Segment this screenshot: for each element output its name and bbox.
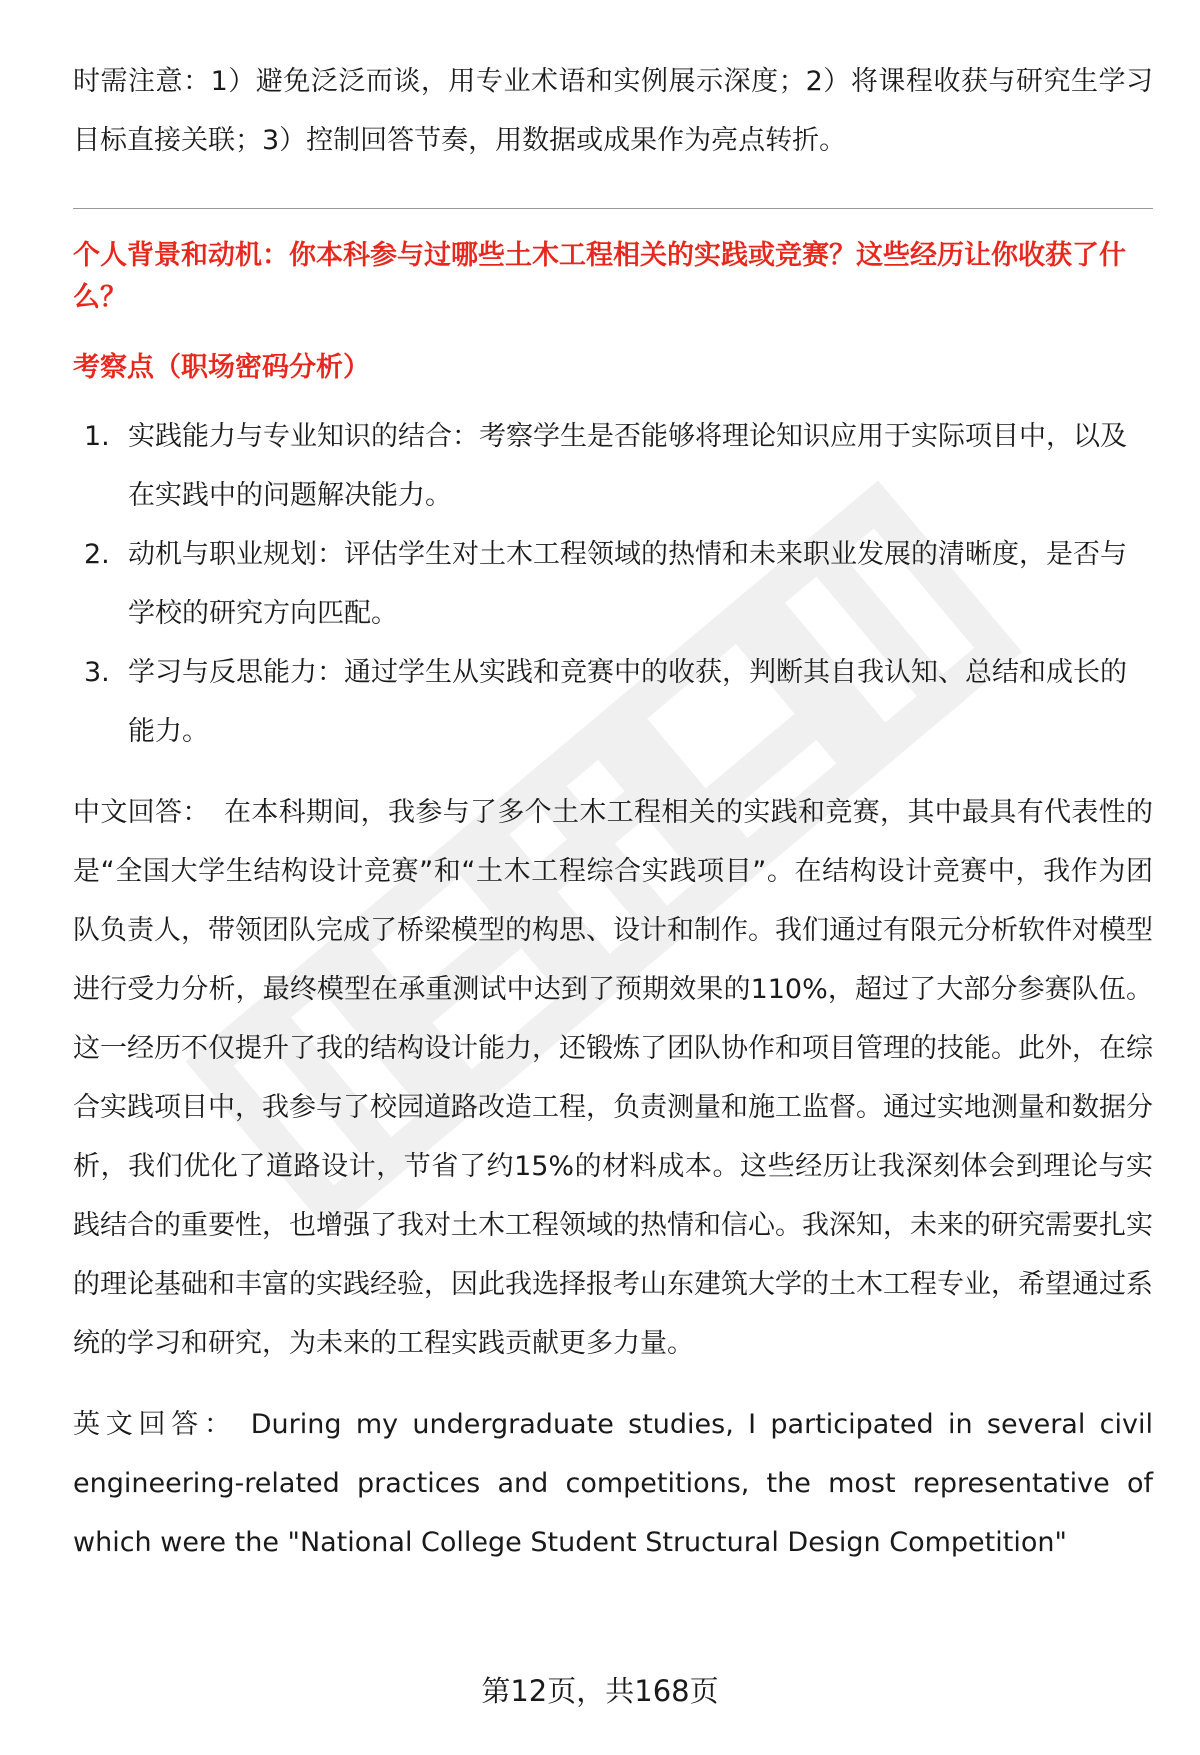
intro-paragraph: 时需注意：1）避免泛泛而谈，用专业术语和实例展示深度；2）将课程收获与研究生学习目标直接关联；3）控制回答节奏，用数据或成果作为亮点转折。 (73, 66, 1153, 156)
english-answer-label: 英文回答： (73, 1409, 237, 1440)
page-footer: 第12页，共168页 (481, 1674, 719, 1708)
list-item-number: 3. (84, 657, 110, 688)
chinese-answer-text: 在本科期间，我参与了多个土木工程相关的实践和竞赛，其中最具有代表性的是“全国大学生结构设计竞赛”和“土木工程综合实践项目”。在结构设计竞赛中，我作为团队负责人，带领团队完成了桥梁模型的构思、设计和制作。我们通过有限元分析软件对模型进行受力分析，最终模型在承重测试中达到了预期效果的110%，超过了大部分参赛队伍。这一经历不仅提升了我的结构设计能力，还锻炼了团队协作和项目管理的技能。此外，在综合实践项目中，我参与了校园道路改造工程，负责测量和施工监督。通过实地测量和数据分析，我们优化了道路设计，节省了约15%的材料成本。这些经历让我深刻体会到理论与实践结合的重要性，也增强了我对土木工程领域的热情和信心。我深知，未来的研究需要扎实的理论基础和丰富的实践经验，因此我选择报考山东建筑大学的土木工程专业，希望通过系统的学习和研究，为未来的工程实践贡献更多力量。 (73, 797, 1154, 1359)
assessment-heading: 考察点（职场密码分析） (73, 352, 370, 383)
english-answer-text: During my undergraduate studies, I participated in several civil engineering-related practices and competitions, the most representative of which were the "National College Student Structural Design Competition" (73, 1409, 1153, 1558)
chinese-answer-label: 中文回答： (73, 797, 210, 828)
list-item (73, 525, 1153, 643)
section-divider (73, 208, 1153, 209)
question-heading: 个人背景和动机：你本科参与过哪些土木工程相关的实践或竞赛？这些经历让你收获了什么？ (73, 240, 1126, 313)
list-item-text: 动机与职业规划：评估学生对土木工程领域的热情和未来职业发展的清晰度，是否与学校的研究方向匹配。 (128, 539, 1127, 629)
assessment-list (73, 407, 1153, 761)
list-item (73, 643, 1153, 761)
page-content (73, 52, 1153, 1572)
list-item-number: 2. (84, 539, 110, 570)
list-item (73, 407, 1153, 525)
english-answer (73, 1395, 1153, 1572)
list-item-number: 1. (84, 421, 110, 452)
chinese-answer (73, 783, 1153, 1373)
list-item-text: 学习与反思能力：通过学生从实践和竞赛中的收获，判断其自我认知、总结和成长的能力。 (128, 657, 1127, 747)
list-item-text: 实践能力与专业知识的结合：考察学生是否能够将理论知识应用于实际项目中，以及在实践中的问题解决能力。 (128, 421, 1127, 511)
